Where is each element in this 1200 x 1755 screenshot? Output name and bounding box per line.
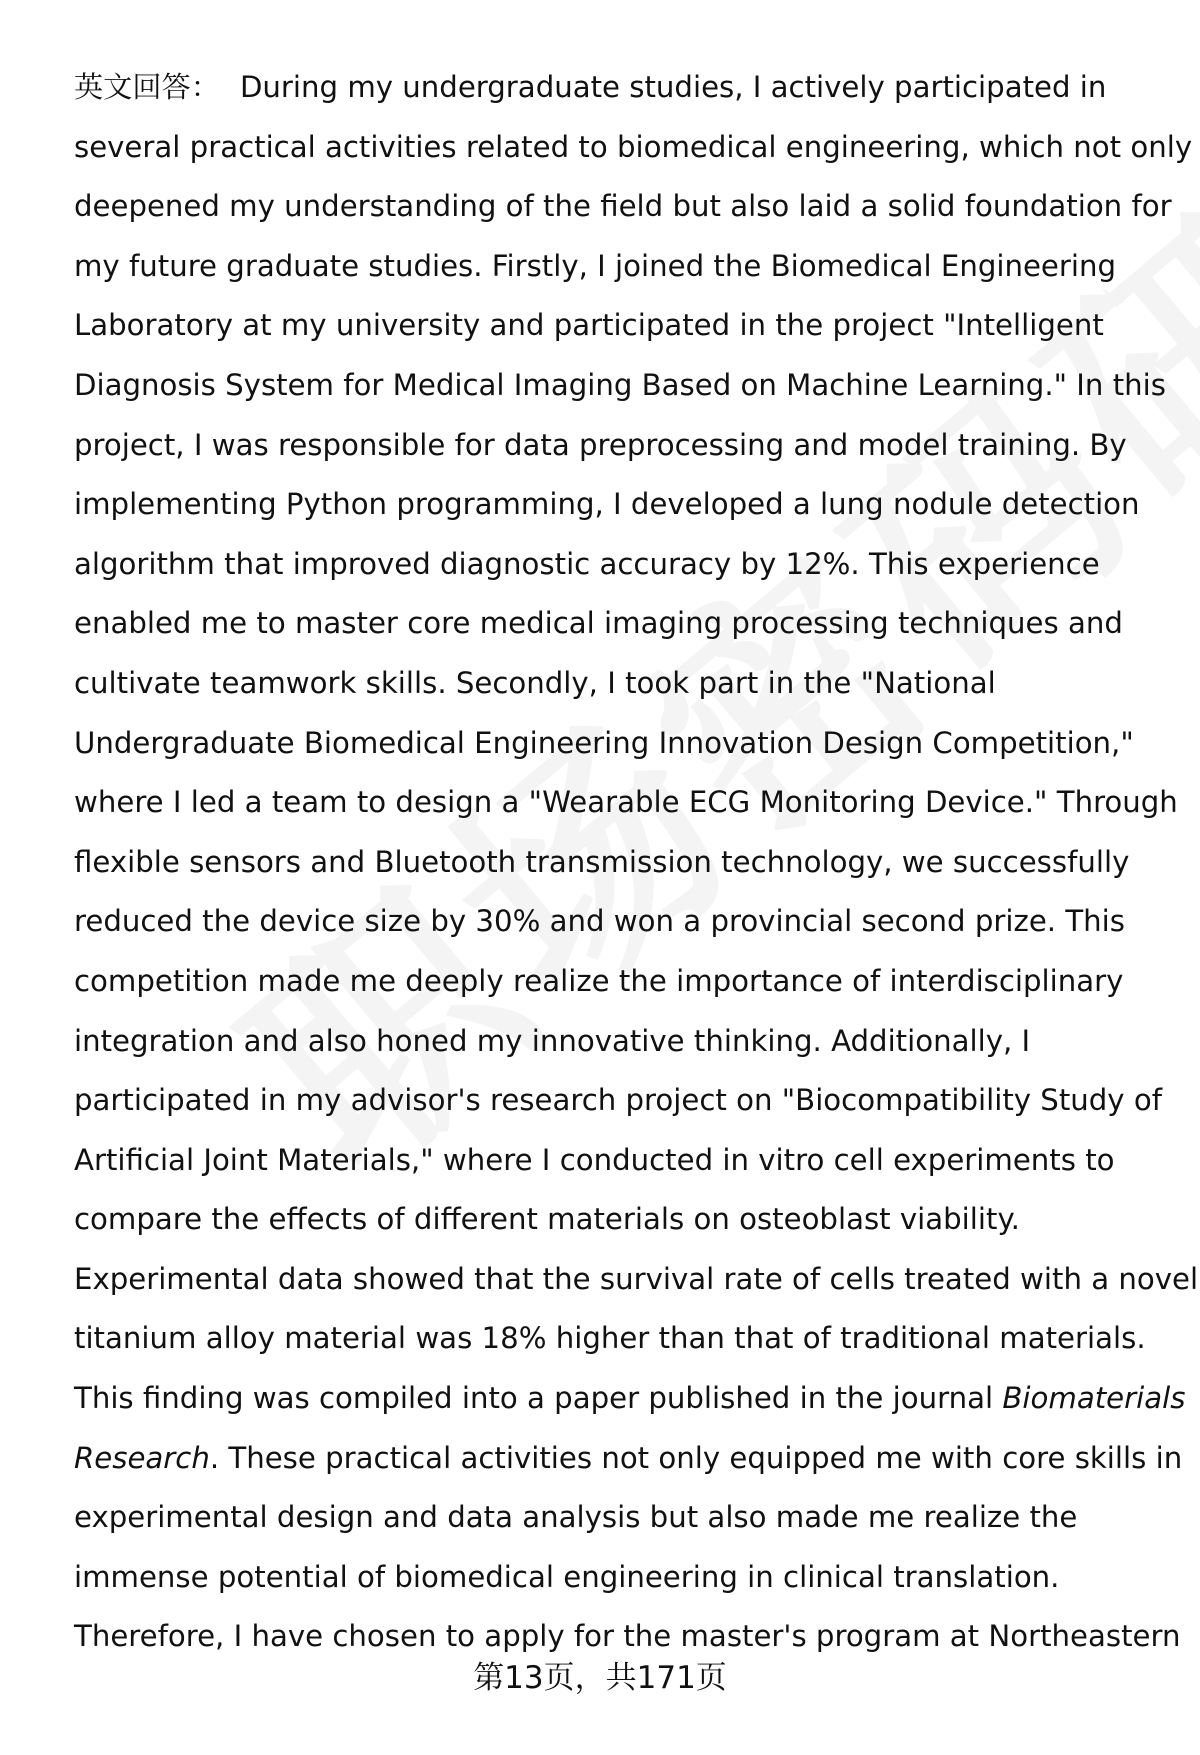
text-line: integration and also honed my innovative thinking. Additionally, I <box>74 1023 1031 1058</box>
text-line: project, I was responsible for data preprocessing and model training. By <box>74 427 1127 462</box>
text-line: 英文回答： During my undergraduate studies, I actively participated in <box>74 70 1107 104</box>
text-line: implementing Python programming, I developed a lung nodule detection <box>74 487 1140 522</box>
text-line: several practical activities related to biomedical engineering, which not only <box>74 129 1193 164</box>
text-line: reduced the device size by 30% and won a provincial second prize. This <box>74 904 1125 939</box>
journal-title: Biomaterials <box>1002 1381 1186 1416</box>
text-line: compare the effects of different materials on osteoblast viability. <box>74 1202 1020 1237</box>
text-line: experimental design and data analysis but also made me realize the <box>74 1500 1078 1535</box>
answer-label: 英文回答： <box>74 70 220 104</box>
text-line: Experimental data showed that the survival rate of cells treated with a novel <box>74 1261 1199 1296</box>
text-line: Laboratory at my university and participated in the project "Intelligent <box>74 308 1104 343</box>
text-line: where I led a team to design a "Wearable ECG Monitoring Device." Through <box>74 785 1178 820</box>
text-line: Therefore, I have chosen to apply for the master's program at Northeastern <box>74 1619 1181 1654</box>
text-line: Diagnosis System for Medical Imaging Based on Machine Learning." In this <box>74 367 1166 402</box>
text-line: enabled me to master core medical imaging processing techniques and <box>74 606 1123 641</box>
journal-title: Research <box>74 1440 210 1475</box>
text-line: my future graduate studies. Firstly, I joined the Biomedical Engineering <box>74 248 1117 283</box>
text-line: participated in my advisor's research project on "Biocompatibility Study of <box>74 1083 1162 1118</box>
text-line: titanium alloy material was 18% higher than that of traditional materials. <box>74 1321 1146 1356</box>
text-line: Undergraduate Biomedical Engineering Innovation Design Competition," <box>74 725 1134 760</box>
text-line: Research. These practical activities not only equipped me with core skills in <box>74 1440 1183 1475</box>
body-text <box>74 58 1199 1667</box>
text-line: immense potential of biomedical engineering in clinical translation. <box>74 1559 1060 1594</box>
text-line: algorithm that improved diagnostic accuracy by 12%. This experience <box>74 546 1100 581</box>
text-line: competition made me deeply realize the importance of interdisciplinary <box>74 963 1124 998</box>
text-line: deepened my understanding of the field but also laid a solid foundation for <box>74 189 1172 224</box>
text-line: Artificial Joint Materials," where I conducted in vitro cell experiments to <box>74 1142 1115 1177</box>
text-line: cultivate teamwork skills. Secondly, I took part in the "National <box>74 665 996 700</box>
text-line: This finding was compiled into a paper published in the journal Biomaterials <box>74 1381 1186 1416</box>
text-line: flexible sensors and Bluetooth transmission technology, we successfully <box>74 844 1130 879</box>
page-number: 第13页，共171页 <box>473 1660 727 1696</box>
